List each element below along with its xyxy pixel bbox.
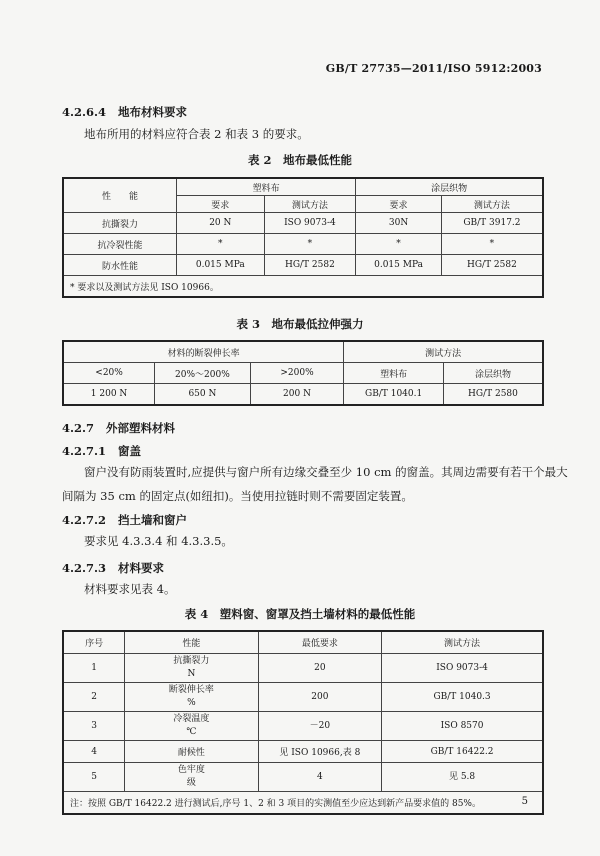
- table-row: [63, 213, 543, 234]
- table-row: [63, 683, 543, 712]
- table2-header-method: 测试方法: [264, 196, 356, 213]
- table-cell: 4: [63, 741, 125, 763]
- table-cell: [125, 712, 258, 741]
- table-cell: 抗冷裂性能: [63, 234, 176, 255]
- table-cell: [125, 683, 258, 712]
- table4-note: 注：按照 GB/T 16422.2 进行测试后,序号 1、2 和 3 项目的实测值至少应达到新产品要求值的 85%。: [63, 792, 543, 815]
- table3-col-header: 涂层织物: [443, 363, 543, 384]
- table-cell: 1: [63, 654, 125, 683]
- section-title: 地布材料要求: [118, 105, 188, 119]
- section-title: 外部塑料材料: [106, 421, 176, 435]
- property-name: 断裂伸长率: [168, 685, 214, 695]
- table-cell: GB/T 16422.2: [382, 741, 543, 763]
- section-title: 挡土墙和窗户: [118, 513, 188, 527]
- table-row: [63, 654, 543, 683]
- table2-header-req: 要求: [176, 196, 264, 213]
- table3-col-header: <20%: [63, 363, 155, 384]
- table3-col-header: >200%: [250, 363, 344, 384]
- table-row: [63, 234, 543, 255]
- table-cell: 见 5.8: [382, 763, 543, 792]
- table-row: [63, 712, 543, 741]
- table-cell: 见 ISO 10966,表 8: [258, 741, 382, 763]
- section-4272-text: 要求见 4.3.3.4 和 4.3.3.5。: [84, 534, 233, 548]
- section-4271-heading: [62, 443, 141, 459]
- standard-header: GB/T 27735—2011/ISO 5912:2003: [325, 62, 542, 75]
- table4-header: 测试方法: [382, 631, 543, 654]
- table-cell: 3: [63, 712, 125, 741]
- table3-col-header: 塑料布: [344, 363, 444, 384]
- table-row: [63, 255, 543, 276]
- table-cell: [125, 763, 258, 792]
- property-unit: N: [187, 669, 196, 679]
- table4-header: 最低要求: [258, 631, 382, 654]
- section-title: 窗盖: [118, 444, 142, 458]
- property-name: 冷裂温度: [173, 714, 210, 724]
- table2: [62, 177, 544, 298]
- table4-caption: 表 4 塑料窗、窗罩及挡土墙材料的最低性能: [184, 607, 416, 621]
- table-cell: [125, 654, 258, 683]
- table-cell: HG/T 2582: [441, 255, 543, 276]
- section-4264-text: 地布所用的材料应符合表 2 和表 3 的要求。: [84, 127, 309, 141]
- table-cell: GB/T 1040.1: [344, 384, 444, 406]
- section-4273-text: 材料要求见表 4。: [84, 582, 176, 596]
- table4-header: 序号: [63, 631, 125, 654]
- table-cell: 200: [258, 683, 382, 712]
- property-name: 抗撕裂力: [173, 656, 210, 666]
- table-cell: GB/T 3917.2: [441, 213, 543, 234]
- table-cell: *: [356, 234, 442, 255]
- table-cell: 5: [63, 763, 125, 792]
- section-number: 4.2.7: [62, 421, 95, 435]
- table-cell: 30N: [356, 213, 442, 234]
- table-cell: ISO 9073-4: [382, 654, 543, 683]
- section-4271-line2: 间隔为 35 cm 的固定点(如纽扣)。当使用拉链时则不需要固定装置。: [62, 489, 413, 503]
- section-title: 材料要求: [118, 561, 165, 575]
- section-4271-line1: 窗户没有防雨装置时,应提供与窗户所有边缘交叠至少 10 cm 的窗盖。其周边需要有若干个最大: [84, 465, 568, 479]
- table-cell: ISO 9073-4: [264, 213, 356, 234]
- page-number: 5: [521, 796, 528, 807]
- table-cell: *: [176, 234, 264, 255]
- table-cell: HG/T 2580: [443, 384, 543, 406]
- table2-header-plastic: 塑料布: [176, 178, 355, 196]
- section-4272-heading: [62, 512, 187, 528]
- section-number: 4.2.6.4: [62, 105, 107, 119]
- table2-header-req: 要求: [356, 196, 442, 213]
- table-cell: *: [264, 234, 356, 255]
- table-cell: 650 N: [155, 384, 251, 406]
- property-unit: %: [187, 698, 196, 708]
- property-unit: ℃: [186, 727, 197, 737]
- property-unit: 级: [186, 778, 196, 788]
- table4-header: 性能: [125, 631, 258, 654]
- table2-header-method: 测试方法: [441, 196, 543, 213]
- table-cell: 4: [258, 763, 382, 792]
- table3-col-header: 20%～200%: [155, 363, 251, 384]
- property-name: 色牢度: [177, 765, 205, 775]
- table-row: [63, 384, 543, 406]
- table2-header-coated: 涂层织物: [356, 178, 543, 196]
- table-cell: 2: [63, 683, 125, 712]
- table-cell: 耐候性: [125, 741, 258, 763]
- table3-header-elongation: 材料的断裂伸长率: [63, 341, 344, 363]
- table2-header-property: 性 能: [63, 178, 176, 213]
- section-427-heading: [62, 420, 175, 436]
- section-number: 4.2.7.3: [62, 561, 107, 575]
- table-row: [63, 763, 543, 792]
- table-row: [63, 741, 543, 763]
- table-cell: ISO 8570: [382, 712, 543, 741]
- section-number: 4.2.7.2: [62, 513, 107, 527]
- table-cell: 200 N: [250, 384, 344, 406]
- table-cell: *: [441, 234, 543, 255]
- table-cell: 20: [258, 654, 382, 683]
- table3: [62, 340, 544, 406]
- table3-caption: 表 3 地布最低拉伸强力: [236, 317, 364, 331]
- table-cell: 抗撕裂力: [63, 213, 176, 234]
- table2-caption: 表 2 地布最低性能: [247, 153, 352, 167]
- section-4273-heading: [62, 560, 164, 576]
- table-cell: －20: [258, 712, 382, 741]
- table4: [62, 630, 544, 815]
- section-4264-heading: [62, 104, 187, 120]
- table-cell: 20 N: [176, 213, 264, 234]
- table-cell: 1 200 N: [63, 384, 155, 406]
- table-cell: 0.015 MPa: [356, 255, 442, 276]
- section-number: 4.2.7.1: [62, 444, 107, 458]
- table-cell: GB/T 1040.3: [382, 683, 543, 712]
- table-cell: HG/T 2582: [264, 255, 356, 276]
- table-cell: 0.015 MPa: [176, 255, 264, 276]
- table3-header-method: 测试方法: [344, 341, 543, 363]
- table2-note: * 要求以及测试方法见 ISO 10966。: [63, 276, 543, 298]
- table-cell: 防水性能: [63, 255, 176, 276]
